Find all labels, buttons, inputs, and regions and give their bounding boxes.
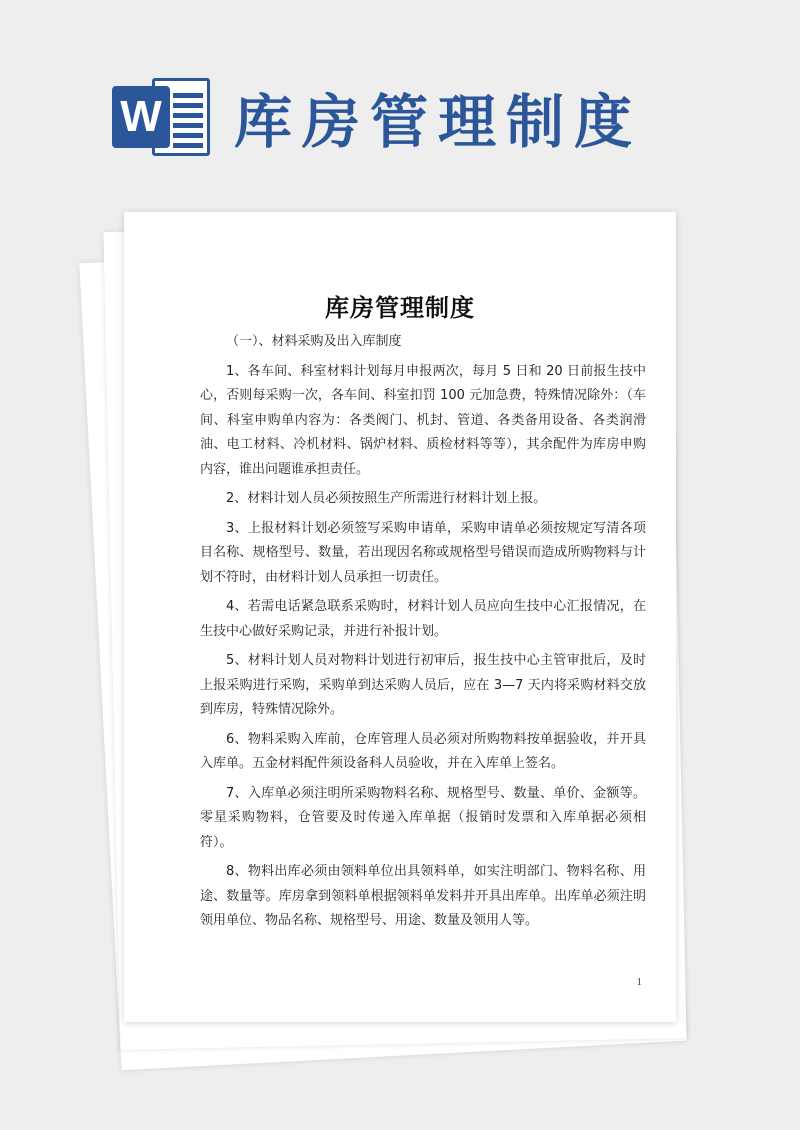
banner [112,72,642,162]
paragraph: 5、材料计划人员对物料计划进行初审后，报生技中心主管审批后，及时上报采购进行采购，采购单到达采购人员后，应在 3—7 天内将采购材料交放到库房，特殊情况除外。 [200,653,646,717]
paragraph: 1、各车间、科室材料计划每月申报两次，每月 5 日和 20 日前报生技中心，否则每采购一次，各车间、科室扣罚 100 元加急费，特殊情况除外：（车间、科室申购单内容为：各类阀门、机封、管道、各类备用设备、各类润滑油、电工材料、冷机材料、锅炉材料、质检材料等等），其余配件为库房申购内容，谁出问题谁承担责任。 [200,363,646,477]
document-page [124,212,676,1022]
paragraph: 7、入库单必须注明所采购物料名称、规格型号、数量、单价、金额等。零星采购物料，仓管要及时传递入库单据（报销时发票和入库单据必须相符）。 [200,785,646,850]
document-body [200,330,646,939]
word-letter: W [112,86,170,148]
word-icon [112,76,212,158]
paragraph: 3、上报材料计划必须签写采购申请单，采购申请单必须按规定写清各项目名称、规格型号、数量，若出现因名称或规格型号错误而造成所购物料与计划不符时，由材料计划人员承担一切责任。 [200,520,646,585]
banner-title: 库房管理制度 [234,88,643,156]
word-page-lines [173,93,203,153]
document-title: 库房管理制度 [325,294,475,322]
page-number: 1 [636,976,642,988]
paragraph: 4、若需电话紧急联系采购时，材料计划人员应向生技中心汇报情况，在生技中心做好采购记录，并进行补报计划。 [200,599,646,639]
paragraph: 8、物料出库必须由领料单位出具领料单，如实注明部门、物料名称、用途、数量等。库房拿到领料单根据领料单发料并开具出库单。出库单必须注明领用单位、物品名称、规格型号、用途、数量及领用人等。 [200,864,646,928]
paragraph: 6、物料采购入库前，仓库管理人员必须对所购物料按单据验收，并开具入库单。五金材料配件须设备科人员验收，并在入库单上签名。 [200,731,646,771]
section-heading: （一）、材料采购及出入库制度 [226,334,402,349]
paragraph: 2、材料计划人员必须按照生产所需进行材料计划上报。 [226,491,547,506]
